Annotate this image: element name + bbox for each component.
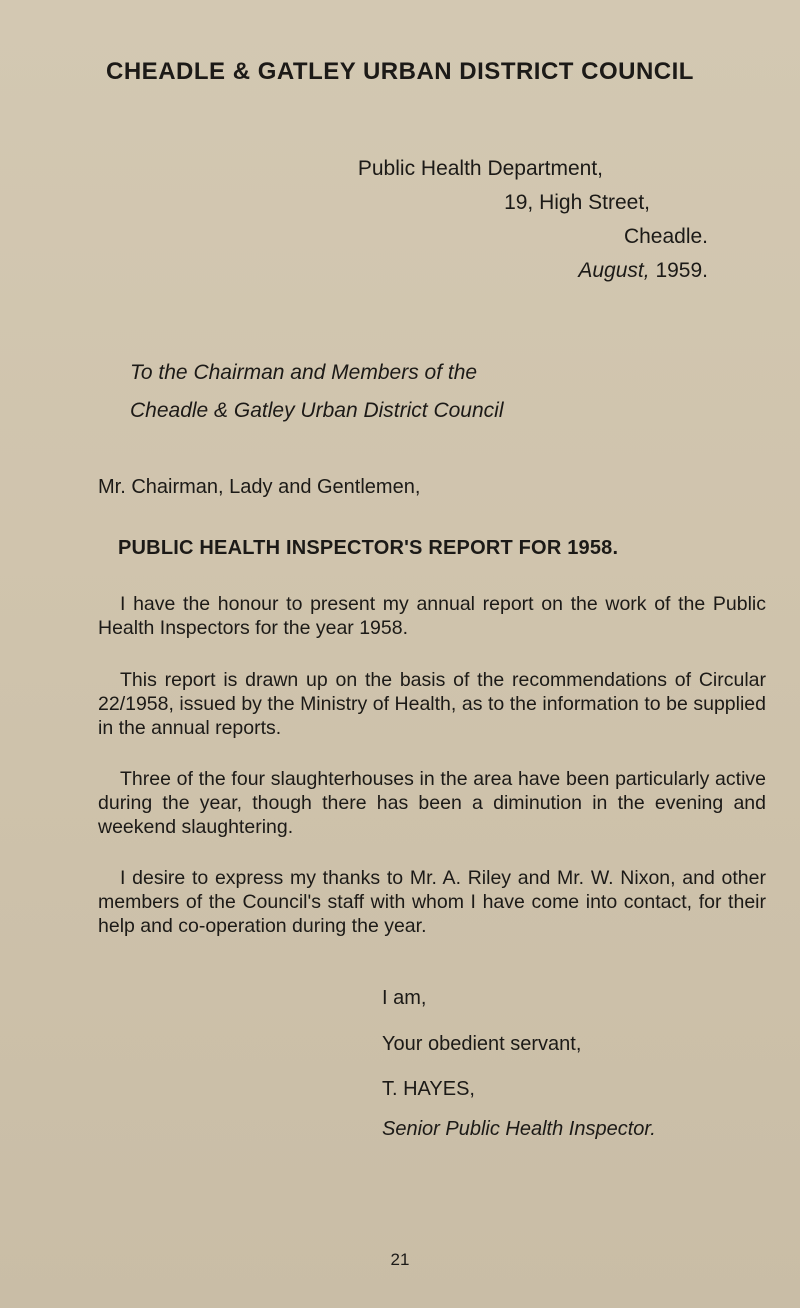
letter-date bbox=[288, 254, 708, 288]
address-town: Cheadle. bbox=[623, 225, 708, 248]
paragraph-3: Three of the four slaughterhouses in the area have been particularly active during the year, though there has been a diminution in the evening and weekend slaughtering. bbox=[98, 768, 766, 838]
paragraph-4: I desire to express my thanks to Mr. A. Riley and Mr. W. Nixon, and other members of the Council's staff with whom I have come into contact, for their help and co-operation during the year. bbox=[98, 867, 766, 937]
date-year: 1959. bbox=[655, 259, 708, 282]
address-department: Public Health Department, bbox=[357, 157, 603, 180]
addressee-line-2: Cheadle & Gatley Urban District Council bbox=[130, 399, 504, 422]
council-title: CHEADLE & GATLEY URBAN DISTRICT COUNCIL bbox=[106, 58, 694, 85]
paragraph-2: This report is drawn up on the basis of the recommendations of Circular 22/1958, issued by the Ministry of Health, as to the information to be supplied in the annual reports. bbox=[98, 669, 766, 739]
addressee bbox=[130, 354, 504, 430]
addressee-line-1: To the Chairman and Members of the bbox=[130, 361, 478, 384]
salutation: Mr. Chairman, Lady and Gentlemen, bbox=[98, 476, 421, 498]
signatory-title: Senior Public Health Inspector. bbox=[382, 1118, 656, 1140]
closing-i-am: I am, bbox=[382, 987, 427, 1009]
page-number: 21 bbox=[390, 1250, 410, 1269]
report-heading: PUBLIC HEALTH INSPECTOR'S REPORT FOR 1958. bbox=[118, 537, 619, 559]
paragraph-1: I have the honour to present my annual report on the work of the Public Health Inspectors for the year 1958. bbox=[98, 593, 766, 639]
sender-address bbox=[288, 152, 708, 288]
closing-servant: Your obedient servant, bbox=[382, 1033, 582, 1055]
address-street: 19, High Street, bbox=[504, 191, 650, 214]
date-month: August, bbox=[578, 259, 650, 282]
signatory-name: T. HAYES, bbox=[382, 1078, 475, 1100]
